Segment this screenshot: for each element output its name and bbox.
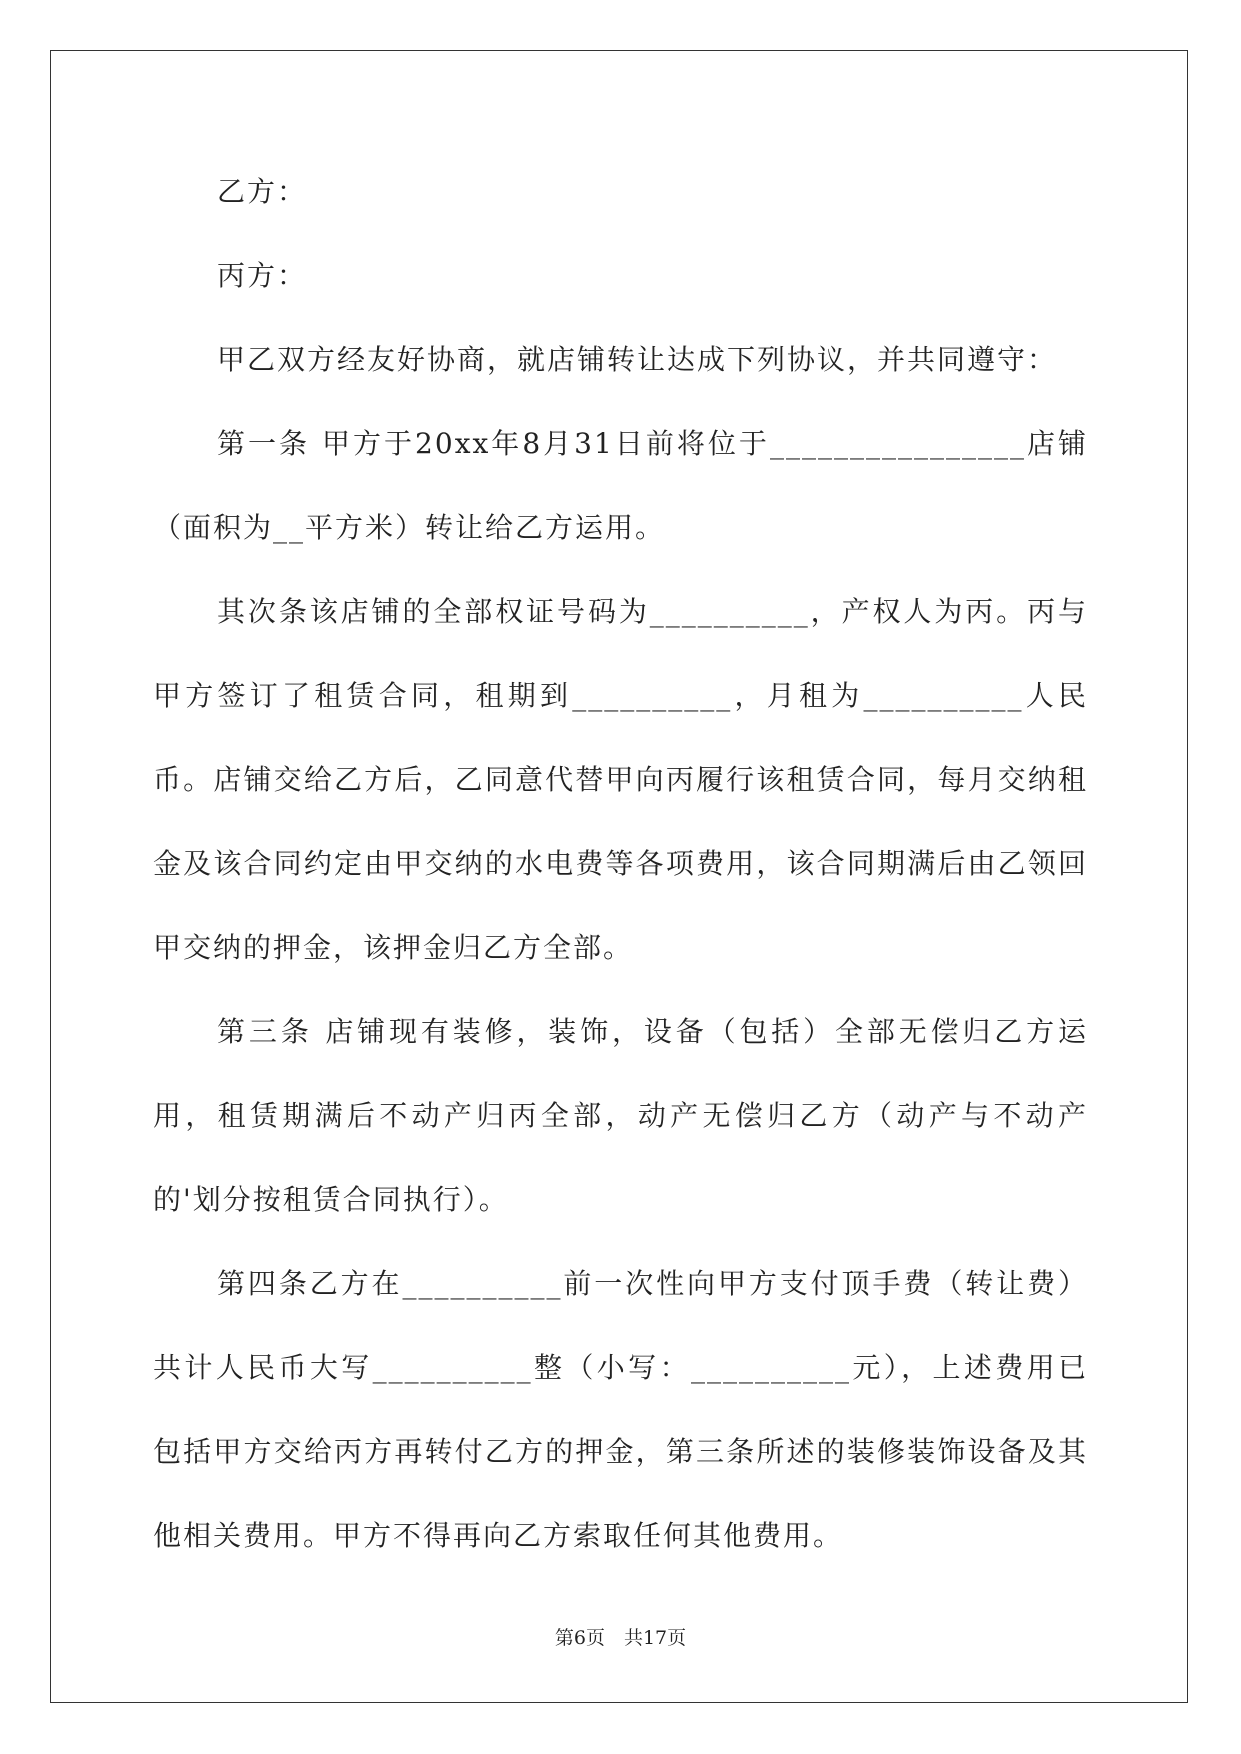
party-b-line: 乙方： [217,175,308,208]
article-3-paragraph: 第三条 店铺现有装修，装饰，设备（包括）全部无偿归乙方运用，租赁期满后不动产归丙全部，动产无偿归乙方（动产与不动产的'划分按租赁合同执行）。 [153,1015,1088,1216]
page-number-footer: 第6页 共17页 [554,1627,687,1649]
article-1-paragraph: 第一条 甲方于20xx年8月31日前将位于________________店铺（面积为__平方米）转让给乙方运用。 [153,427,1088,544]
article-4-paragraph: 第四条乙方在__________前一次性向甲方支付顶手费（转让费）共计人民币大写__________整（小写：__________元），上述费用已包括甲方交给丙方再转付乙方的押金，第三条所述的装修装饰设备及其他相关费用。甲方不得再向乙方索取任何其他费用。 [153,1267,1088,1552]
document-body [153,150,1088,1578]
article-2-paragraph: 其次条该店铺的全部权证号码为__________，产权人为丙。丙与甲方签订了租赁合同，租期到__________，月租为__________人民币。店铺交给乙方后，乙同意代替甲向丙履行该租赁合同，每月交纳租金及该合同约定由甲交纳的水电费等各项费用，该合同期满后由乙领回甲交纳的押金，该押金归乙方全部。 [153,595,1088,964]
party-c-line: 丙方： [217,259,308,292]
preamble-paragraph: 甲乙双方经友好协商，就店铺转让达成下列协议，并共同遵守： [217,343,1058,376]
